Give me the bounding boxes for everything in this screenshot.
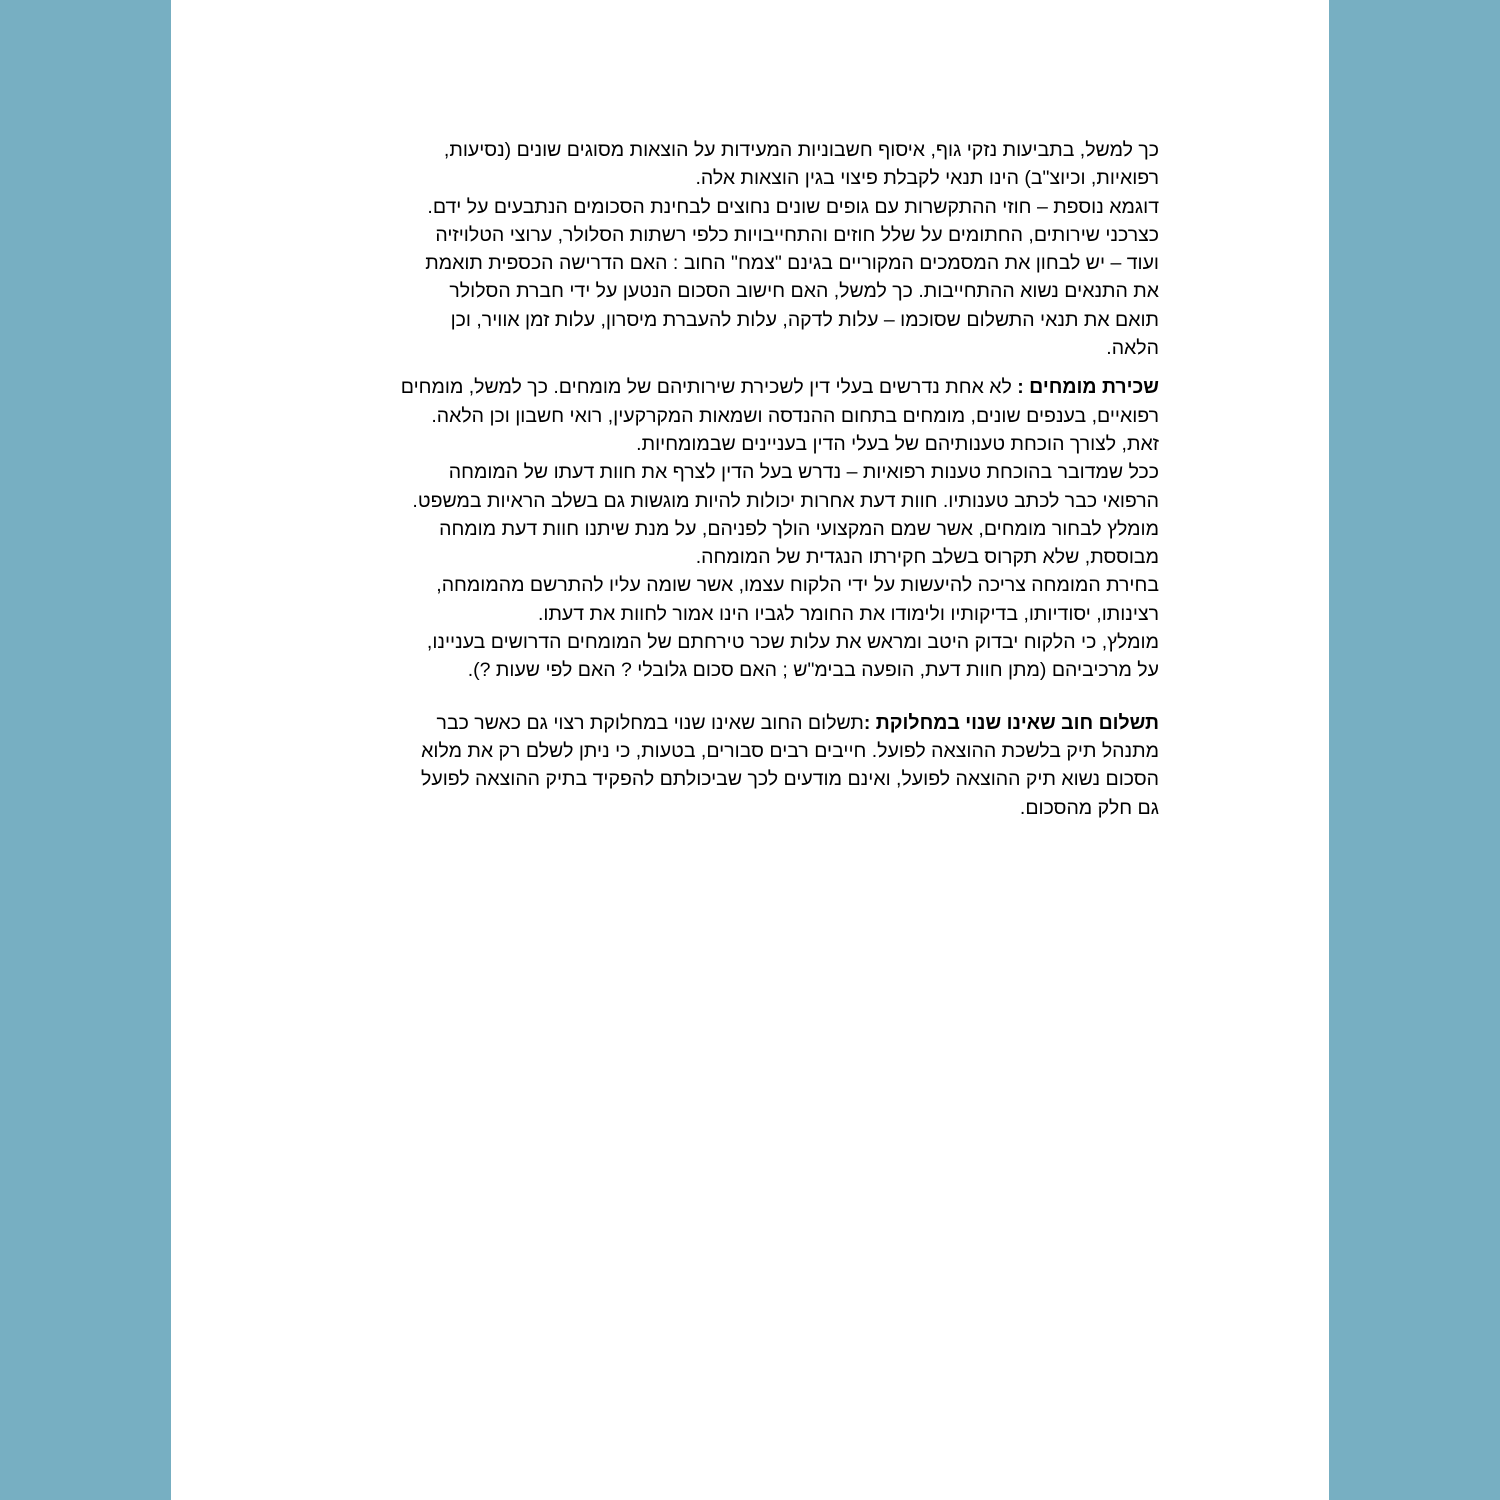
text-line: רפואיות, וכיוצ"ב) הינו תנאי לקבלת פיצוי בגין הוצאות אלה. — [695, 167, 1159, 190]
text-line-rest: לא אחת נדרשים בעלי דין לשכירת שירותיהם של מומחים. כך למשל, מומחים — [400, 376, 1018, 399]
text-line: מבוססת, שלא תקרוס בשלב חקירתו הנגדית של המומחה. — [695, 546, 1159, 569]
text-line: כך למשל, בתביעות נזקי גוף, איסוף חשבוניות המעידות על הוצאות מסוגים שונים (נסיעות, — [443, 139, 1159, 161]
text-line: ועוד – יש לבחון את המסמכים המקוריים בגינם "צמח" החוב : האם הדרישה הכספית תואמת — [425, 252, 1159, 275]
text-line: כצרכני שירותים, החתומים על שלל חוזים והתחייבויות כלפי רשתות הסלולר, ערוצי הטלויזיה — [435, 223, 1159, 246]
paragraph-undisputed-debt — [329, 709, 1159, 822]
section-heading-hiring-experts: שכירת מומחים : — [1017, 376, 1159, 399]
text-line: זאת, לצורך הוכחת טענותיהם של בעלי הדין בעניינים שבמומחיות. — [636, 432, 1159, 455]
text-line: תואם את תנאי התשלום שסוכמו – עלות לדקה, עלות להעברת מיסרון, עלות זמן אוויר, וכן — [450, 308, 1159, 331]
document-page — [171, 0, 1329, 1500]
paragraph-expenses-documentation — [329, 136, 1159, 362]
text-line: הרפואי כבר לכתב טענותיו. חוות דעת אחרות יכולות להיות מוגשות גם בשלב הראיות במשפט. — [412, 489, 1159, 512]
text-line: ככל שמדובר בהוכחת טענות רפואיות – נדרש בעל הדין לצרף את חוות דעתו של המומחה — [448, 461, 1159, 484]
text-line: מומלץ לבחור מומחים, אשר שמם המקצועי הולך לפניהם, על מנת שיתנו חוות דעת מומחה — [439, 517, 1159, 540]
text-line: על מרכיביהם (מתן חוות דעת, הופעה בבימ"ש ; האם סכום גלובלי ? האם לפי שעות ?). — [467, 659, 1159, 682]
section-heading-undisputed-debt: תשלום חוב שאינו שנוי במחלוקת : — [863, 711, 1159, 734]
text-line: מומלץ, כי הלקוח יבדוק היטב ומראש את עלות שכר טירחתם של המומחים הדרושים בעניינו, — [426, 631, 1159, 654]
text-line — [329, 709, 1159, 737]
text-line-rest: תשלום החוב שאינו שנוי במחלוקת רצוי גם כאשר כבר — [436, 711, 864, 734]
text-line — [329, 373, 1159, 401]
paragraph-hiring-experts — [329, 373, 1159, 684]
text-line: הסכום נשוא תיק ההוצאה לפועל, ואינם מודעים לכך שביכולתם להפקיד בתיק ההוצאה לפועל — [421, 768, 1159, 791]
text-line: בחירת המומחה צריכה להיעשות על ידי הלקוח עצמו, אשר שומה עליו להתרשם מהמומחה, — [436, 574, 1159, 597]
text-line: הלאה. — [1106, 337, 1159, 360]
text-line: גם חלק מהסכום. — [1019, 796, 1159, 819]
text-line: מתנהל תיק בלשכת ההוצאה לפועל. חייבים רבים סבורים, בטעות, כי ניתן לשלם רק את מלוא — [421, 739, 1159, 762]
text-line: רצינותו, יסודיותו, בדיקותיו ולימודו את החומר לגביו הינו אמור לחוות את דעתו. — [537, 602, 1159, 625]
text-line: דוגמא נוספת – חוזי ההתקשרות עם גופים שונים נחוצים לבחינת הסכומים הנתבעים על ידם. — [427, 195, 1159, 218]
paragraph-spacer — [329, 362, 1159, 373]
paragraph-spacer — [329, 685, 1159, 709]
text-line: רפואיים, בענפים שונים, מומחים בתחום ההנדסה ושמאות המקרקעין, רואי חשבון וכן הלאה. — [431, 404, 1159, 427]
document-body — [329, 136, 1159, 822]
text-line: את התנאים נשוא ההתחייבות. כך למשל, האם חישוב הסכום הנטען על ידי חברת הסלולר — [449, 280, 1159, 303]
